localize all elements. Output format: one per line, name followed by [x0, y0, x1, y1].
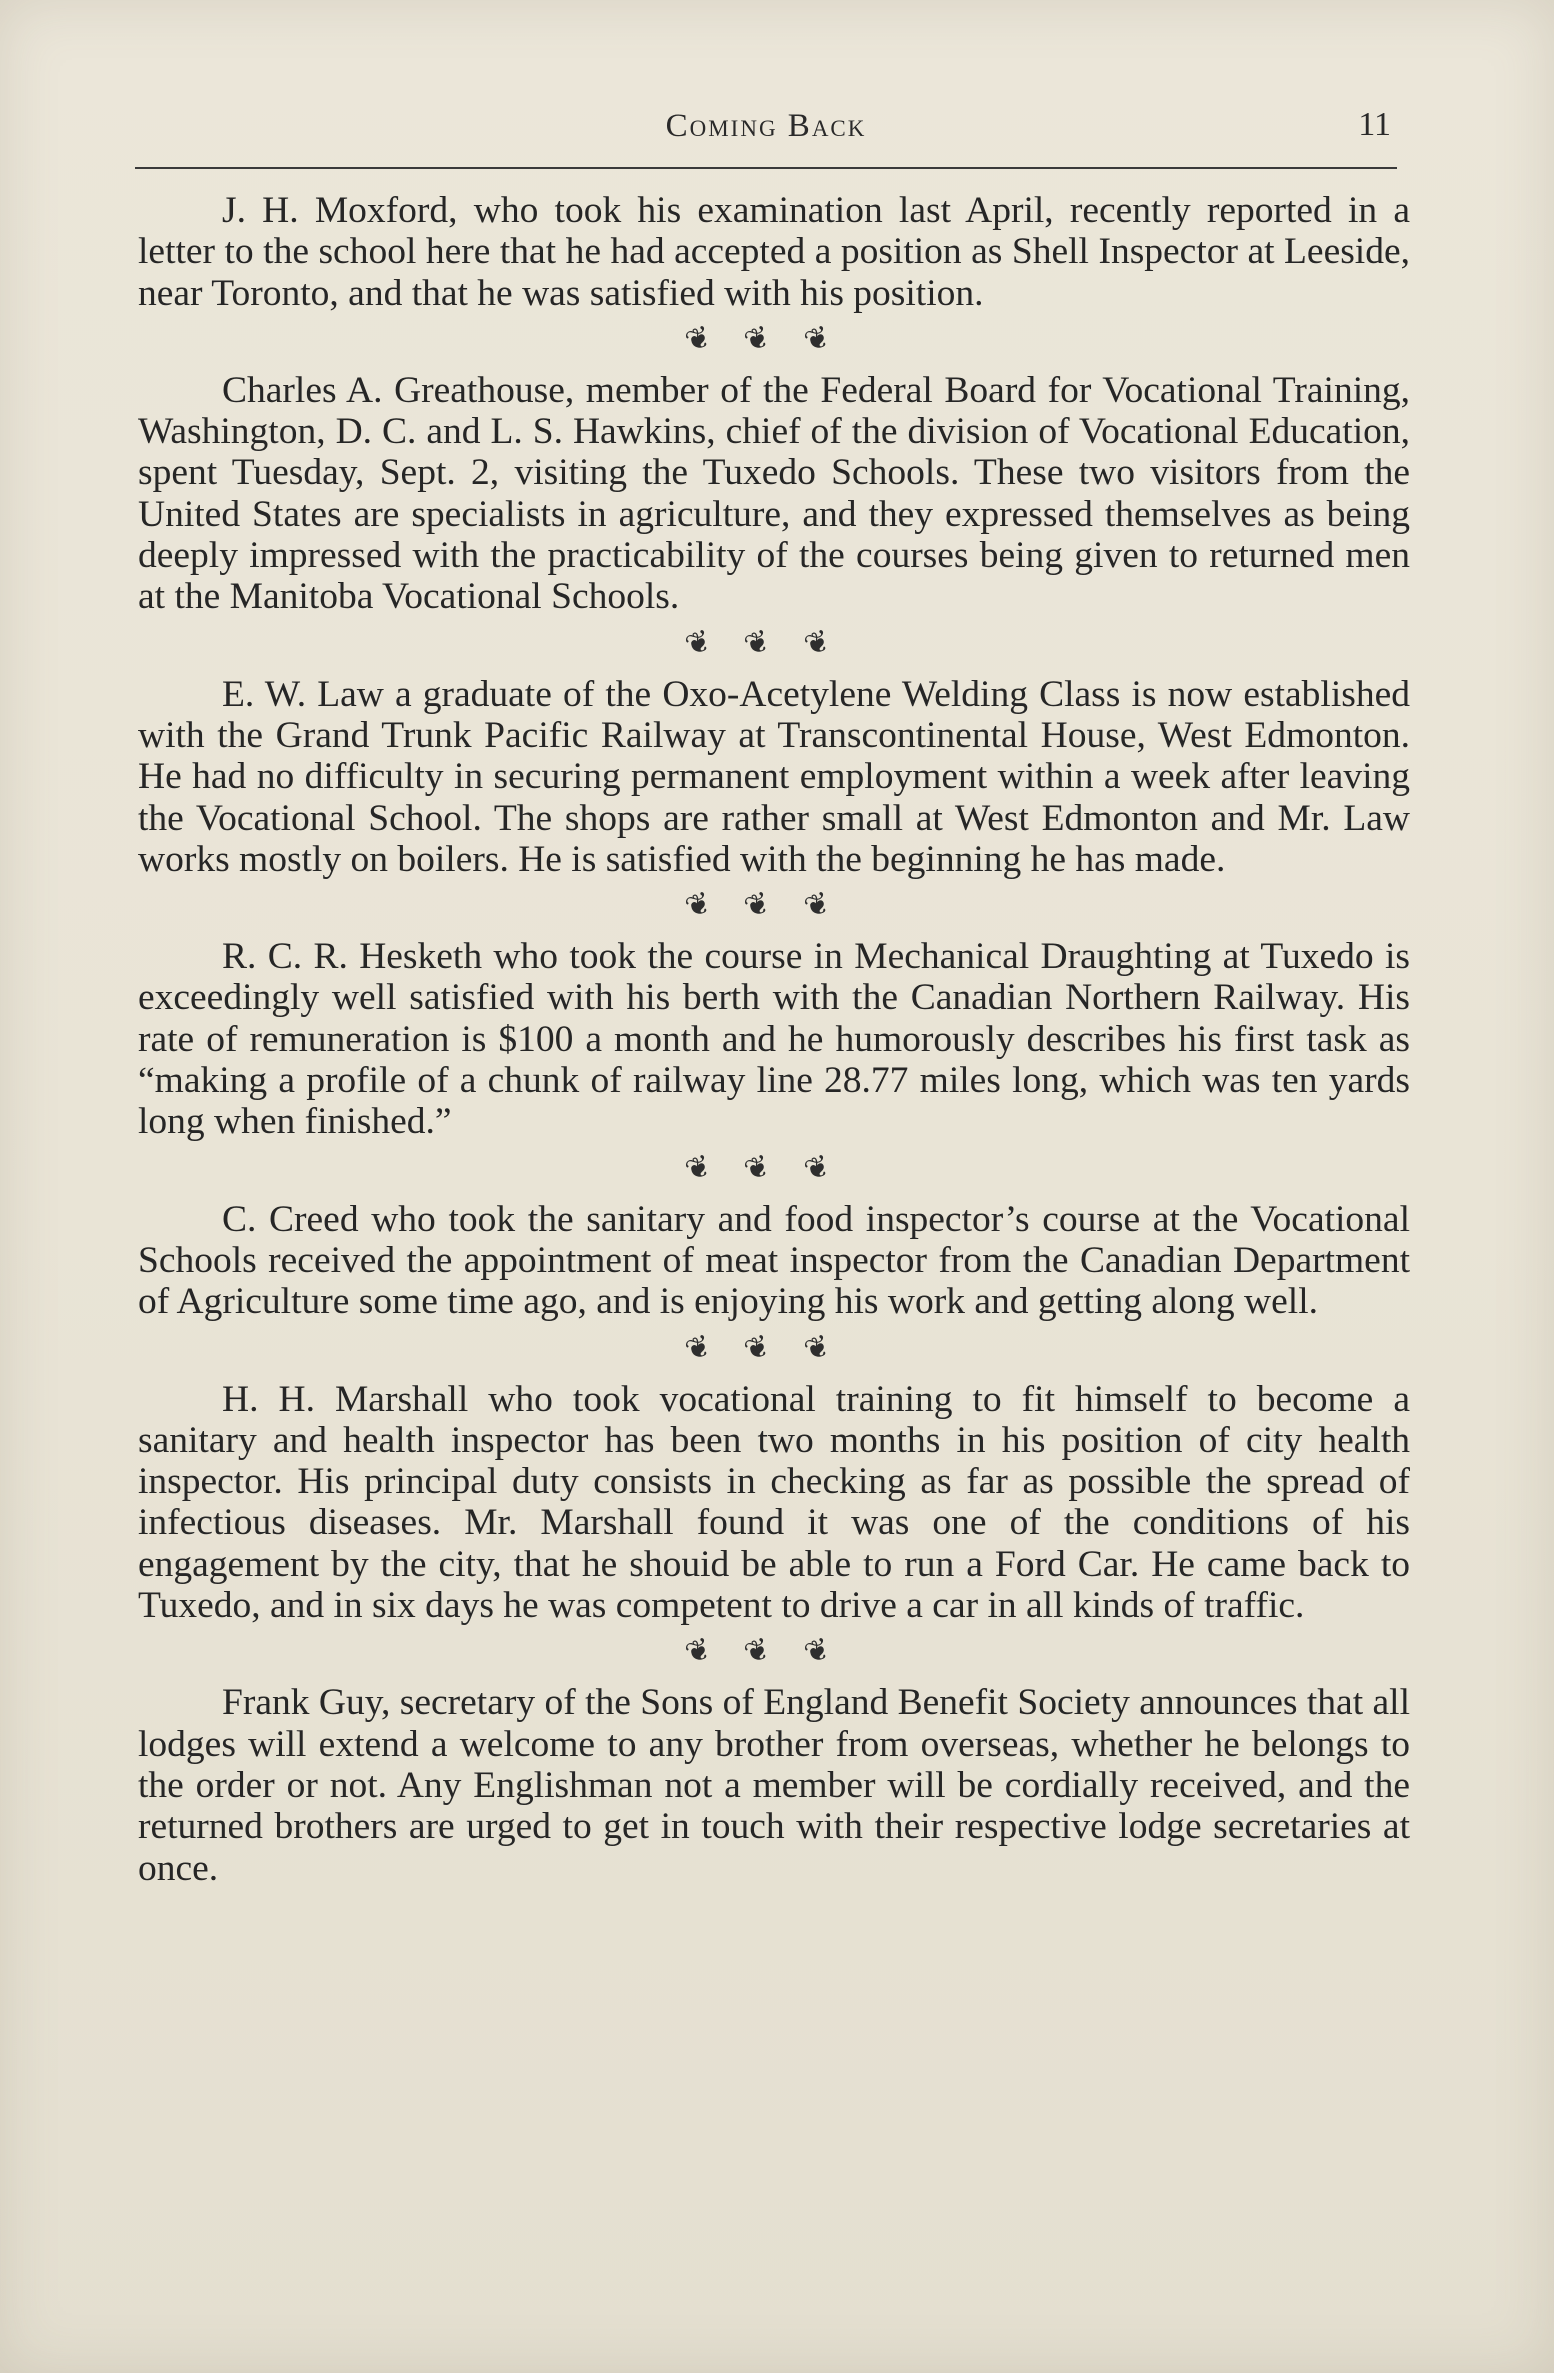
leaf-ornament-icon: ❦	[740, 306, 808, 360]
paragraph-moxford: J. H. Moxford, who took his examination last April, recently reported in a letter to the school here that he had accepted a position as Shell Inspector at Leeside, near Toronto, and that he was satisfied with his position.	[138, 190, 1410, 314]
ornament-separator	[138, 1135, 1410, 1199]
leaf-ornament-icon: ❦	[740, 1315, 808, 1369]
leaf-ornament-icon: ❦	[680, 1315, 749, 1369]
header-rule	[135, 167, 1397, 169]
leaf-ornament-icon: ❦	[680, 1619, 749, 1673]
leaf-ornament-icon: ❦	[799, 1135, 867, 1189]
leaf-ornament-icon: ❦	[680, 610, 749, 664]
ornament-separator	[138, 610, 1410, 674]
running-title: Coming Back	[665, 108, 867, 144]
leaf-ornament-icon: ❦	[799, 610, 867, 664]
leaf-ornament-icon: ❦	[680, 306, 749, 360]
leaf-ornament-icon: ❦	[740, 610, 808, 664]
ornament-separator	[138, 306, 1410, 370]
leaf-ornament-icon: ❦	[799, 1619, 867, 1673]
page-header	[135, 108, 1397, 160]
ornament-separator	[138, 1619, 1410, 1682]
paragraph-hesketh: R. C. R. Hesketh who took the course in Mechanical Draughting at Tuxedo is exceedingly well satisfied with his berth with the Canadian Northern Railway. His rate of remuneration is $100 a month and he humorously describes his first task as “making a profile of a chunk of railway line 28.77 miles long, which was ten yards long when finished.”	[138, 936, 1410, 1143]
paragraph-creed: C. Creed who took the sanitary and food inspector’s course at the Vocational Schools received the appointment of meat inspector from the Canadian Department of Agriculture some time ago, and is enjoying his work and getting along well.	[138, 1198, 1410, 1323]
paragraph-law: E. W. Law a graduate of the Oxo-Acetylene Welding Class is now established with the Grand Trunk Pacific Railway at Transcontinental House, West Edmonton. He had no difficulty in securing permanent employment within a week after leaving the Vocational School. The shops are rather small at West Edmonton and Mr. Law works mostly on boilers. He is satisfied with the beginning he has made.	[138, 673, 1410, 880]
leaf-ornament-icon: ❦	[680, 873, 749, 927]
article-body	[138, 190, 1410, 1889]
leaf-ornament-icon: ❦	[740, 1619, 808, 1673]
leaf-ornament-icon: ❦	[799, 1315, 867, 1369]
ornament-separator	[138, 873, 1410, 936]
leaf-ornament-icon: ❦	[740, 1135, 808, 1189]
leaf-ornament-icon: ❦	[740, 873, 808, 927]
leaf-ornament-icon: ❦	[799, 873, 867, 927]
paragraph-greathouse: Charles A. Greathouse, member of the Federal Board for Vocational Training, Washington, D. C. and L. S. Hawkins, chief of the division of Vocational Education, spent Tuesday, Sept. 2, visiting the Tuxedo Schools. These two visitors from the United States are specialists in agriculture, and they expressed themselves as being deeply impressed with the practicability of the courses being given to returned men at the Manitoba Vocational Schools.	[138, 369, 1410, 618]
ornament-separator	[138, 1315, 1410, 1379]
leaf-ornament-icon: ❦	[680, 1135, 749, 1189]
paragraph-marshall: H. H. Marshall who took vocational training to fit himself to become a sanitary and health inspector has been two months in his position of city health inspector. His principal duty consists in checking as far as possible the spread of infectious diseases. Mr. Marshall found it was one of the conditions of his engagement by the city, that he shouid be able to run a Ford Car. He came back to Tuxedo, and in six days he was competent to drive a car in all kinds of traffic.	[138, 1378, 1410, 1627]
paragraph-guy: Frank Guy, secretary of the Sons of England Benefit Society announces that all lodges will extend a welcome to any brother from overseas, whether he belongs to the order or not. Any Englishman not a member will be cordially received, and the returned brothers are urged to get in touch with their respective lodge secretaries at once.	[138, 1682, 1410, 1889]
page-number: 11	[1358, 106, 1391, 143]
leaf-ornament-icon: ❦	[799, 306, 867, 360]
